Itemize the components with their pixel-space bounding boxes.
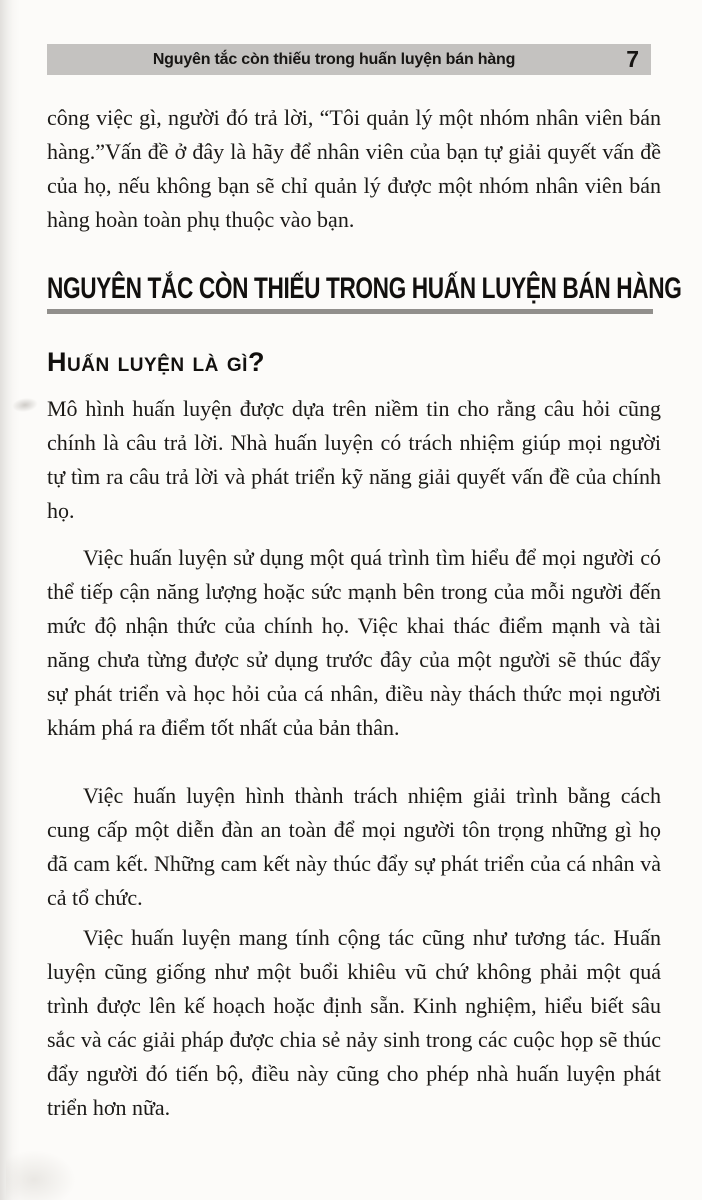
body-paragraph: Việc huấn luyện hình thành trách nhiệm giải trình bằng cách cung cấp một diễn đàn an toàn để mọi người tôn trọng những gì họ đã cam kết. Những cam kết này thúc đẩy sự phát triển của cá nhân và cả tổ chức. <box>47 783 661 910</box>
page-number: 7 <box>626 45 639 72</box>
body-paragraph: Việc huấn luyện mang tính cộng tác cũng như tương tác. Huấn luyện cũng giống như một buổi khiêu vũ chứ không phải một quá trình được lên kế hoạch hoặc định sẵn. Kinh nghiệm, hiểu biết sâu sắc và các giải pháp được chia sẻ nảy sinh trong các cuộc họp sẽ thúc đẩy người đó tiến bộ, điều này cũng cho phép nhà huấn luyện phát triển hơn nữa. <box>47 925 661 1120</box>
body-paragraph: Việc huấn luyện sử dụng một quá trình tìm hiểu để mọi người có thể tiếp cận năng lượng hoặc sức mạnh bên trong của mỗi người đến mức độ nhận thức của chính họ. Việc khai thác điểm mạnh và tài năng chưa từng được sử dụng trước đây của một người sẽ thúc đẩy sự phát triển và học hỏi của cá nhân, điều này thách thức mọi người khám phá ra điểm tốt nhất của bản thân. <box>47 545 661 740</box>
section-heading: NGUYÊN TẮC CÒN THIẾU TRONG HUẤN LUYỆN BÁN HÀNG <box>47 272 682 305</box>
page-binding-shadow <box>0 0 20 1200</box>
sub-heading: Huấn luyện là gì? <box>47 347 265 377</box>
body-paragraph: Mô hình huấn luyện được dựa trên niềm tin cho rằng câu hỏi cũng chính là câu trả lời. Nhà huấn luyện có trách nhiệm giúp mọi người tự tìm ra câu trả lời và phát triển kỹ năng giải quyết vấn đề của chính họ. <box>47 396 661 523</box>
scan-artifact-margin <box>11 396 39 413</box>
scan-artifact-bottom <box>6 1150 76 1200</box>
section-heading-rule <box>47 309 653 314</box>
running-header-title: Nguyên tắc còn thiếu trong huấn luyện bán hàng <box>152 50 516 68</box>
running-header <box>47 44 651 75</box>
intro-paragraph: công việc gì, người đó trả lời, “Tôi quản lý một nhóm nhân viên bán hàng.”Vấn đề ở đây là hãy để nhân viên của bạn tự giải quyết vấn đề của họ, nếu không bạn sẽ chỉ quản lý được một nhóm nhân viên bán hàng hoàn toàn phụ thuộc vào bạn. <box>47 105 661 232</box>
